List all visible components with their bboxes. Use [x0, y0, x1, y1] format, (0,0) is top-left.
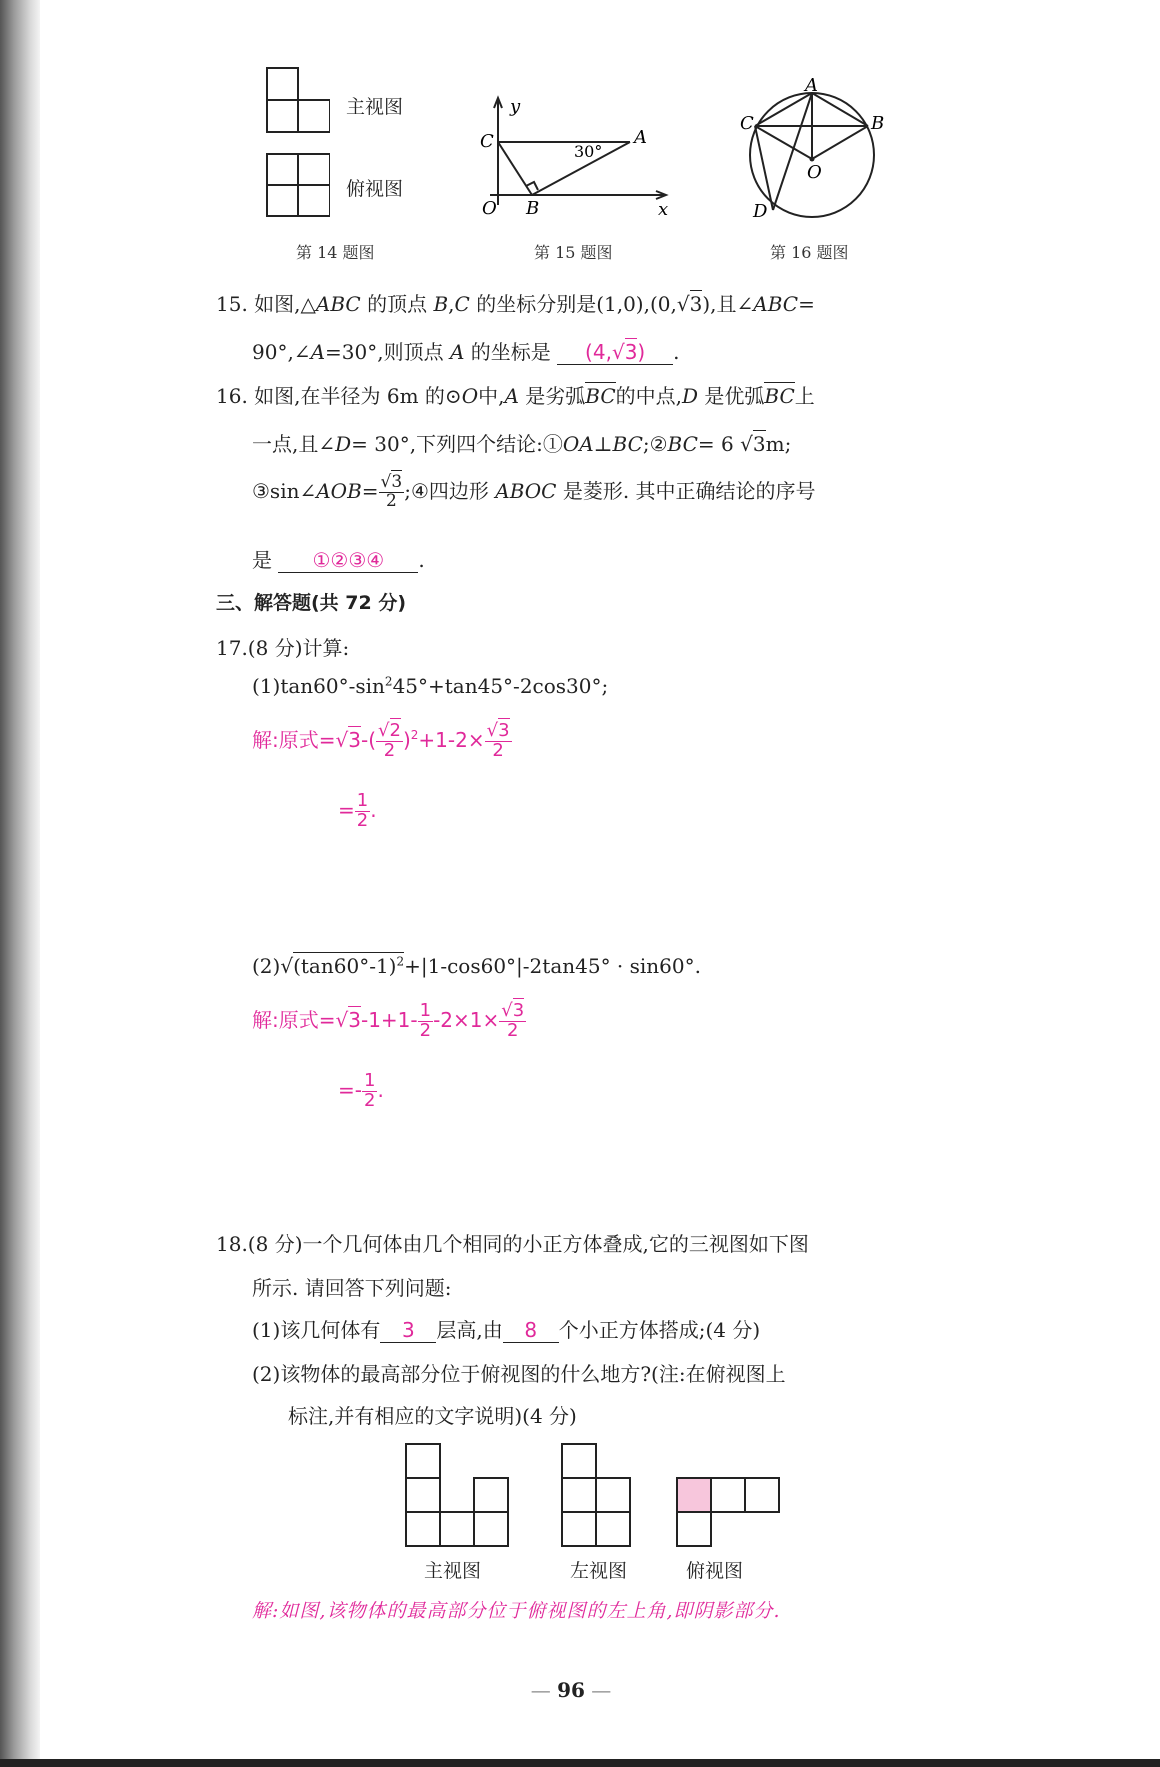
solution-fraction: $\frac{√3}{2}$	[501, 1000, 525, 1041]
q18-line2: 所示. 请回答下列问题:	[252, 1276, 452, 1300]
q16-arc: BC	[585, 384, 616, 408]
fig15-y-label: y	[510, 96, 521, 117]
q18-front-view-label: 主视图	[424, 1560, 482, 1582]
solution-radicand: 3	[348, 727, 361, 752]
q17-part2: $(2)√(\tan 60^\circ-1)^2+|1-\cos 60^\circ|-2\tan 45^\circ \cdot \sin 60^\circ$.	[252, 954, 701, 978]
solution-fraction	[362, 1072, 377, 1111]
solution-frac-num: 3	[498, 720, 510, 741]
solution-frac-den: 2	[507, 1019, 519, 1041]
q17-text: +|1-cos60°|-2tan45° · sin60°.	[404, 954, 701, 978]
q17-part1	[252, 674, 608, 698]
q18-part1	[252, 1314, 760, 1343]
solution-fraction	[355, 792, 370, 831]
q16-text: .	[418, 548, 425, 572]
solution-frac-den: 2	[419, 1019, 432, 1041]
q17-intro: 17.(8 分)计算:	[216, 636, 350, 660]
page-number-value: 96	[557, 1678, 585, 1702]
q15-var: ABC	[753, 292, 799, 316]
q15-text: ),且∠	[702, 292, 754, 316]
q17-radicand: (tan60°-1)	[293, 954, 397, 978]
fig15-c-label: C	[480, 131, 494, 152]
solution-fraction: $\frac{√3}{2}$	[486, 720, 510, 761]
solution-fraction	[418, 1002, 433, 1041]
solution-label: 解:原式=	[252, 727, 336, 752]
q18-line1: 18.(8 分)一个几何体由几个相同的小正方体叠成,它的三视图如下图	[216, 1232, 809, 1256]
q15-text: .	[673, 340, 680, 364]
fig16-a-label: A	[805, 78, 818, 96]
q16-text: ③sin∠	[252, 478, 317, 503]
solution-text: .	[377, 1077, 384, 1102]
q15-var: A	[449, 340, 465, 364]
page-edge-shadow	[0, 0, 40, 1767]
q15-text: 90°,∠	[252, 340, 311, 364]
solution-frac-num: 1	[363, 1070, 376, 1091]
solution-frac-den: 2	[383, 739, 396, 761]
q18-part2-line1: (2)该物体的最高部分位于俯视图的什么地方?(注:在俯视图上	[252, 1362, 786, 1386]
q16-fraction: $\frac{√3}{2}$	[380, 472, 403, 511]
q18-solution: 解:如图,该物体的最高部分位于俯视图的左上角,即阴影部分.	[252, 1600, 781, 1622]
q16-frac-den: 2	[385, 490, 397, 511]
q15-var: B	[433, 292, 449, 316]
q18-answer-2: 8	[524, 1318, 538, 1342]
q18-text: 个小正方体搭成;(4 分)	[558, 1318, 761, 1342]
q17-text: 45°+tan45°-2cos30°;	[392, 674, 609, 698]
q15-line2	[252, 336, 680, 365]
solution-fraction: $\frac{√2}{2}$	[378, 720, 401, 761]
q15-radicand: 3	[689, 292, 703, 316]
fig14-top-label: 俯视图	[346, 178, 404, 200]
q17-radical	[293, 952, 404, 978]
q18-answer-blank-2	[503, 1318, 559, 1343]
q16-text: = 30°,下列四个结论:①	[351, 432, 563, 456]
q18-answer-1: 3	[401, 1318, 415, 1342]
solution-sup: 2	[410, 728, 419, 743]
fig16-b-label: B	[871, 113, 885, 134]
q16-var: ABOC	[495, 478, 557, 503]
fig16-d-label: D	[753, 201, 768, 222]
q16-text: m;	[765, 432, 792, 456]
solution-frac-num: 3	[512, 1000, 525, 1021]
q15-answer: (4,	[585, 340, 612, 364]
solution-frac-den: 2	[356, 809, 369, 831]
q16-text: =	[361, 478, 379, 503]
solution-frac-num: 2	[389, 720, 401, 741]
dash-right: —	[584, 1678, 612, 1702]
q17-solution1-line1: 解:原式=√3-( $\frac{√2}{2}$ )$^2$+1-2× $\frac{√3}{2}$	[252, 720, 510, 761]
q16-var: BC	[612, 432, 643, 456]
q18-three-views-drawing	[404, 1442, 784, 1550]
q16-line3	[252, 474, 816, 511]
section3-title: 三、解答题(共 72 分)	[216, 592, 407, 614]
fig16-c-label: C	[740, 113, 754, 134]
q17-text: (2)	[252, 954, 281, 978]
fig14-front-label: 主视图	[346, 96, 404, 118]
q15-var: ABC	[315, 292, 361, 316]
q15-answer-blank: (4,√3)	[557, 340, 673, 365]
q15-text: 的顶点	[367, 292, 428, 316]
q16-var: OA	[562, 432, 594, 456]
q16-arc: BC	[764, 384, 795, 408]
solution-radicand: 3	[348, 1007, 361, 1032]
q16-radicand: 3	[752, 432, 766, 456]
q16-var: A	[504, 384, 519, 408]
solution-text: -2×1×	[433, 1007, 500, 1032]
fig16-drawing	[735, 78, 895, 228]
solution-text: -(	[360, 727, 377, 752]
q17-sup: 2	[384, 674, 393, 689]
q18-text: (1)该几何体有	[252, 1318, 381, 1342]
q16-text: 是菱形. 其中正确结论的序号	[562, 478, 816, 503]
q16-line1	[216, 380, 815, 409]
fig15-x-label: x	[658, 199, 669, 220]
q16-text: 如图,在半径为 6m 的⊙	[254, 384, 462, 408]
solution-text: =-	[338, 1077, 362, 1102]
fig16-caption: 第 16 题图	[770, 243, 849, 262]
q16-text: 是劣弧	[525, 384, 586, 408]
q15-var: A	[310, 340, 326, 364]
fig14-drawing	[260, 62, 330, 222]
fig15-o-label: O	[482, 198, 497, 219]
solution-text: +1-2×	[418, 727, 485, 752]
solution-frac-den: 2	[363, 1089, 376, 1111]
solution-label: 解:原式=	[252, 1007, 336, 1032]
fig14-caption: 第 14 题图	[296, 243, 375, 262]
page-number	[516, 1678, 626, 1702]
fig16-o-label: O	[807, 162, 822, 183]
q15-number: 15.	[216, 292, 248, 316]
q16-var: D	[335, 432, 352, 456]
q17-solution2-line2	[338, 1072, 384, 1111]
q16-text: ;②	[642, 432, 668, 456]
q16-text: 上	[794, 384, 815, 408]
q15-text: ,	[448, 292, 455, 316]
q16-var: AOB	[316, 478, 362, 503]
q17-text: (1)tan60°-sin	[252, 674, 385, 698]
q17-solution2-line1: 解:原式=√3-1+1- $\frac{1}{2}$ -2×1× $\frac{√3}{2}$	[252, 1000, 525, 1041]
q16-var: O	[461, 384, 479, 408]
q18-part2-line2: 标注,并有相应的文字说明)(4 分)	[288, 1404, 577, 1428]
q15-text: 的坐标是	[470, 340, 551, 364]
q16-text: = 6	[697, 432, 734, 456]
q15-text: 的坐标分别是(1,0),(0,	[476, 292, 677, 316]
q16-frac-num: 3	[391, 472, 403, 492]
q16-number: 16.	[216, 384, 248, 408]
solution-text: -1+1-	[360, 1007, 418, 1032]
q16-line2: 一点,且∠D= 30°,下列四个结论:①OA⊥BC;②BC= 6 √3m;	[252, 432, 792, 456]
solution-frac-den: 2	[492, 739, 504, 761]
fig15-caption: 第 15 题图	[534, 243, 613, 262]
q16-answer-blank	[278, 548, 418, 573]
q16-text: ;④四边形	[404, 478, 489, 503]
solution-frac-num: 1	[419, 1000, 432, 1021]
q16-text: ⊥	[593, 432, 613, 456]
q15-answer: )	[637, 340, 646, 364]
solution-text: .	[370, 797, 377, 822]
q15-text: =30°,则顶点	[325, 340, 444, 364]
q15-var: C	[454, 292, 470, 316]
q16-var: BC	[667, 432, 698, 456]
q16-var: D	[682, 384, 699, 408]
q15-text: =	[798, 292, 815, 316]
q18-left-view-label: 左视图	[570, 1560, 628, 1582]
fig15-angle-label: 30°	[574, 142, 603, 161]
q16-line4	[252, 544, 425, 573]
solution-text: =	[338, 797, 355, 822]
q18-text: 层高,由	[436, 1318, 503, 1342]
q18-top-view-label: 俯视图	[686, 1560, 744, 1582]
q16-text: 的中点,	[615, 384, 683, 408]
q15-answer-radicand: 3	[624, 340, 638, 364]
q17-solution1-line2	[338, 792, 377, 831]
q16-text: 是优弧	[704, 384, 765, 408]
fig15-drawing	[470, 90, 680, 220]
q15-line1: 15. 如图,△ABC 的顶点 B,C 的坐标分别是(1,0),(0,√3),且∠ABC=	[216, 292, 815, 316]
q17-sup: 2	[396, 954, 405, 969]
solution-text: )	[402, 727, 411, 752]
bottom-bar	[0, 1759, 1160, 1767]
fig15-a-label: A	[634, 127, 647, 148]
q18-answer-blank-1	[380, 1318, 436, 1343]
q16-text: 是	[252, 548, 272, 572]
solution-frac-num: 1	[356, 790, 369, 811]
q16-answer: ①②③④	[312, 548, 385, 572]
q16-text: 中,	[478, 384, 505, 408]
q16-text: 一点,且∠	[252, 432, 336, 456]
fig15-b-label: B	[526, 198, 540, 219]
q15-text: 如图,△	[254, 292, 316, 316]
dash-left: —	[530, 1678, 558, 1702]
